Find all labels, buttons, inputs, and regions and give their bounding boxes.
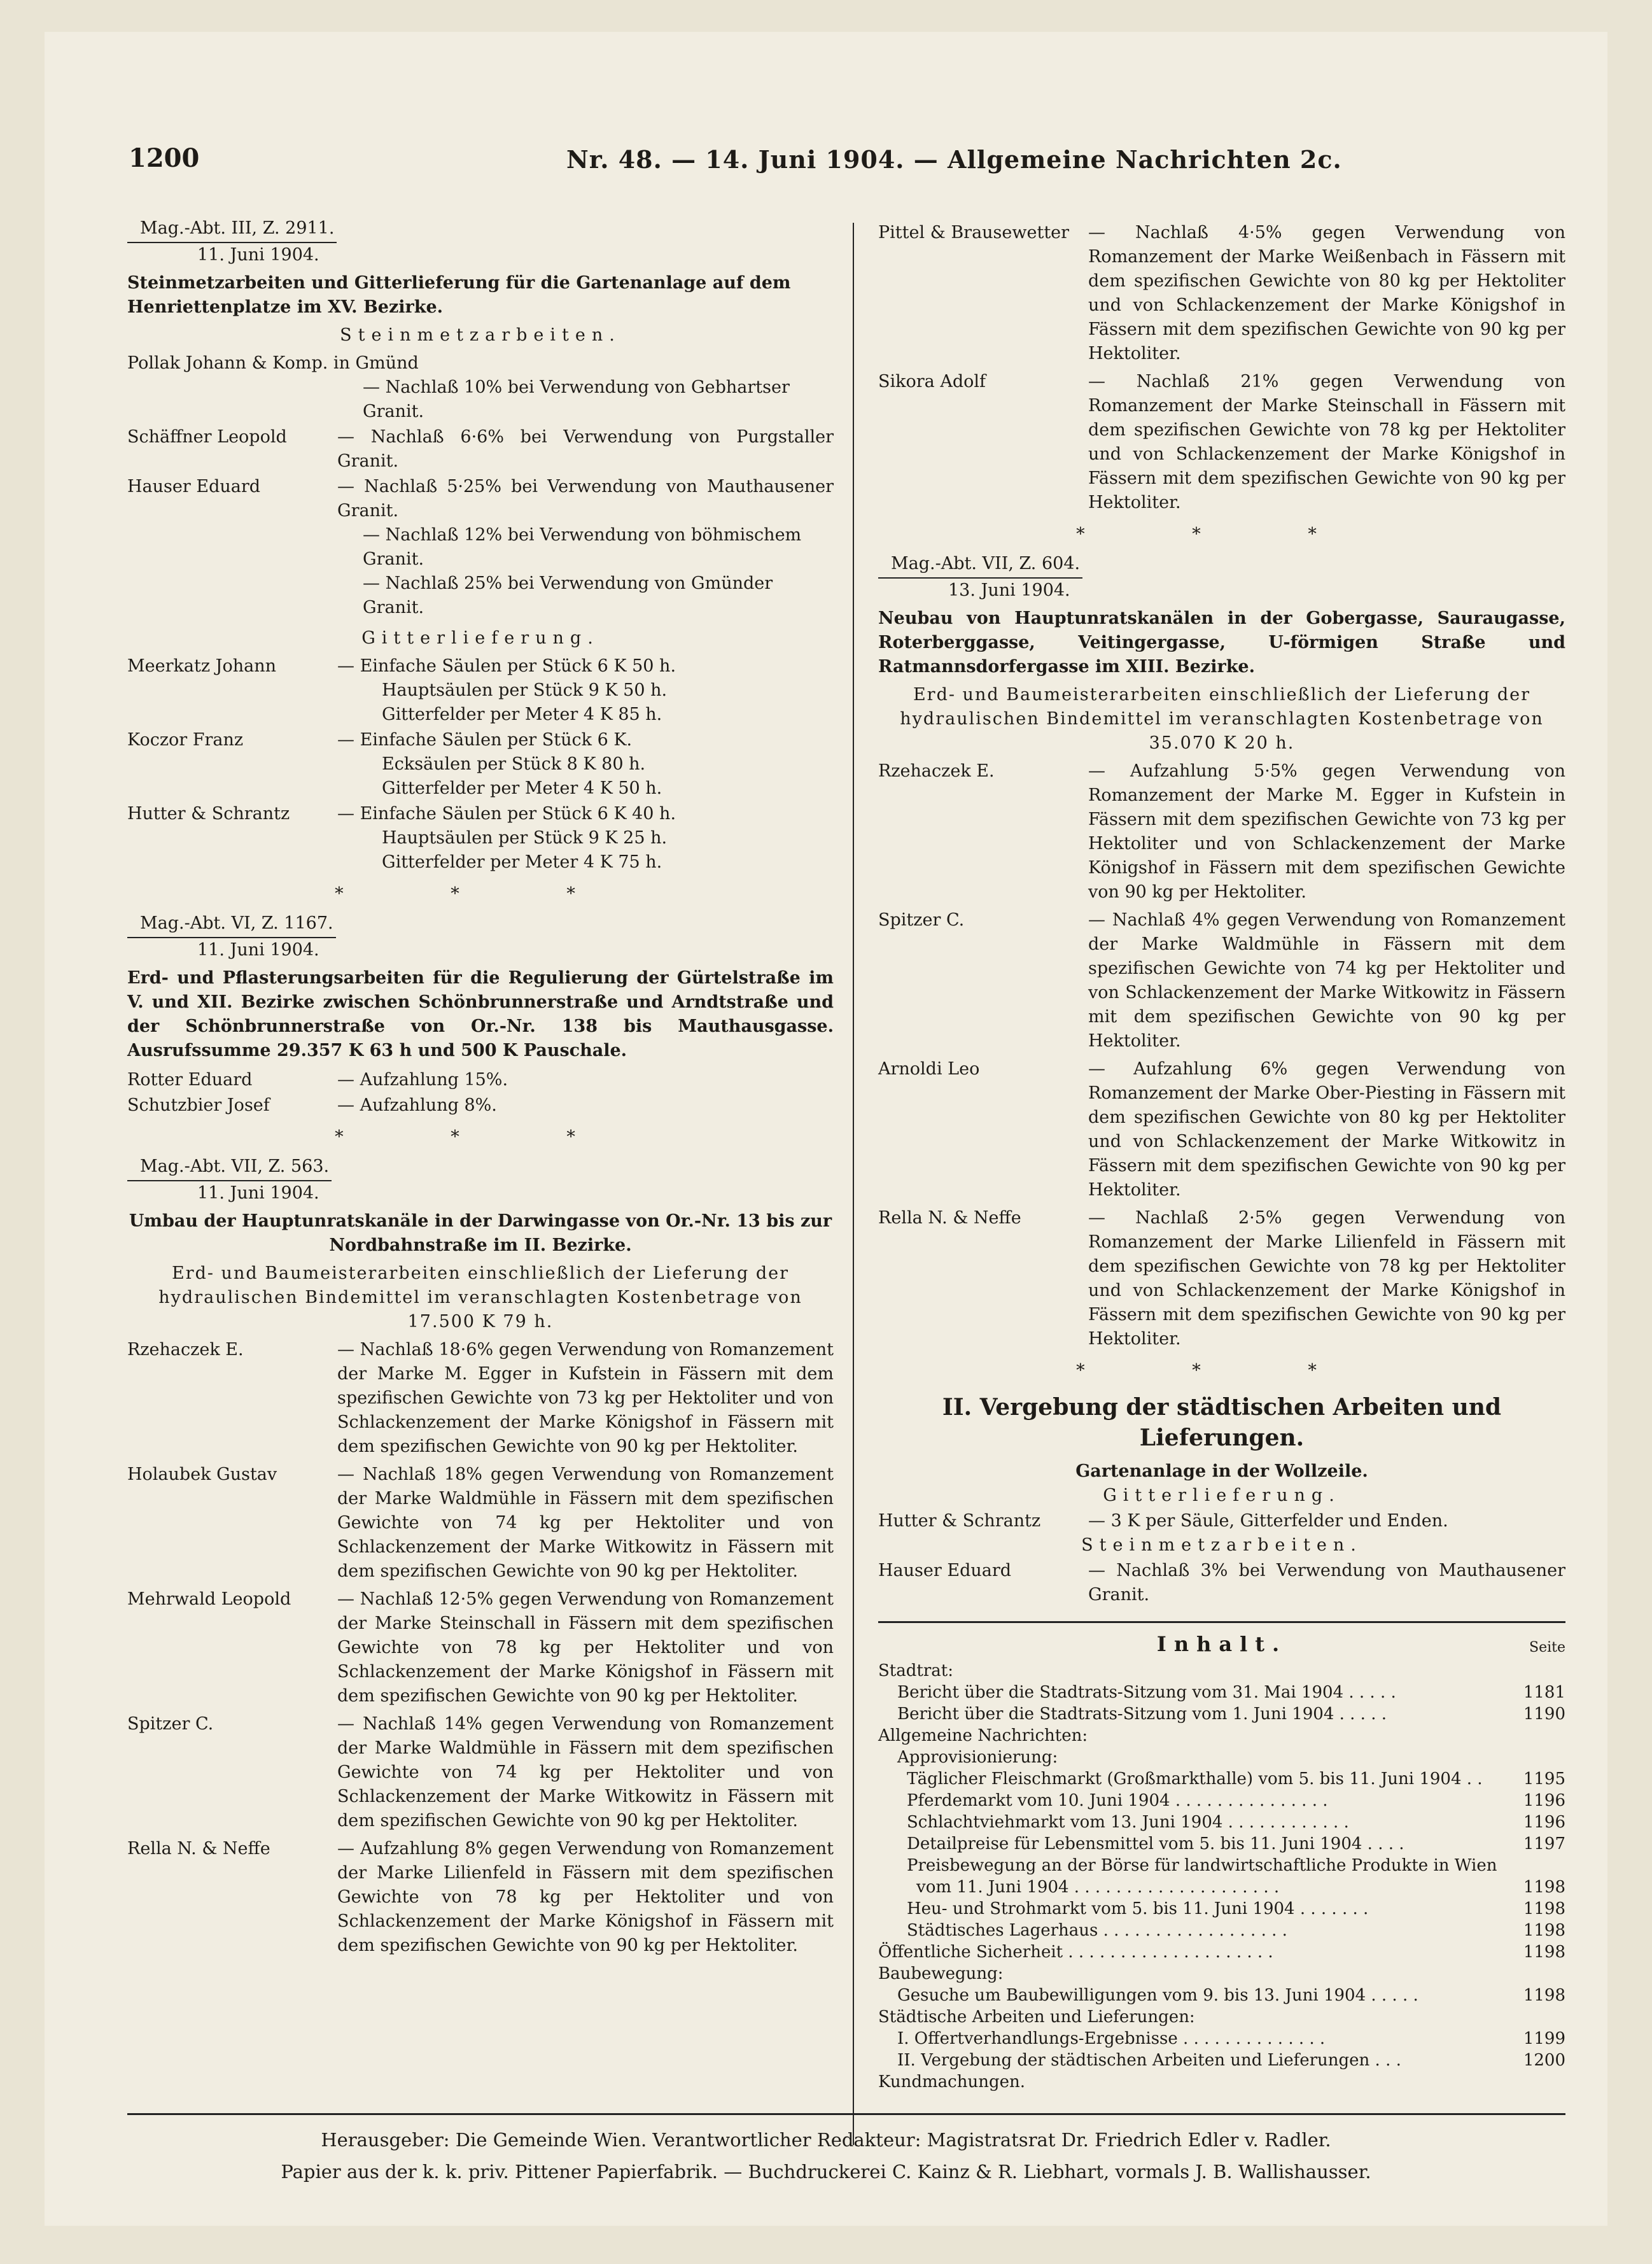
section-title: Neubau von Hauptunratskanälen in der Gobergasse, Sauraugasse, Roterberggasse, Veitingergasse, U-förmigen Straße und Ratmannsdorfergasse im XIII. Bezirke. — [878, 608, 1565, 677]
section-ma6-1167 — [127, 911, 834, 1150]
bid-text: Gitterfelder per Meter 4 K 50 h. — [382, 778, 662, 798]
bidder-name: Rella N. & Neffe — [878, 1208, 1021, 1228]
toc-entry-label: Bericht über die Stadtrats-Sitzung vom 1. Juni 1904 . . . . . — [897, 1705, 1387, 1724]
bidder-name: Spitzer C. — [878, 910, 965, 930]
toc-entry-label: Städtische Arbeiten und Lieferungen: — [878, 2007, 1195, 2027]
toc-entry-page: 1190 — [1523, 1705, 1565, 1724]
bid-entry — [127, 1837, 834, 1958]
subsection-heading: Erd- und Baumeisterarbeiten einschließlich der Lieferung der hydraulischen Bindemittel im veranschlagten Kostenbetrage von 35.070 K 20 h. — [900, 685, 1544, 753]
bid-entry — [878, 908, 1565, 1053]
bid-text: — 3 K per Säule, Gitterfelder und Enden. — [1088, 1511, 1448, 1531]
right-column — [878, 220, 1565, 2093]
bid-text: — Nachlaß 10% bei Verwendung von Gebhartser Granit. — [363, 377, 790, 421]
toc-page-label: Seite — [1529, 1640, 1565, 1656]
toc-divider — [878, 1621, 1565, 1623]
bidder-name: Mehrwald Leopold — [127, 1589, 291, 1609]
bid-text: — Einfache Säulen per Stück 6 K 50 h. — [337, 656, 676, 676]
toc-entry-page: 1198 — [1523, 1899, 1565, 1918]
section-heading: II. Vergebung der städtischen Arbeiten und Lieferungen. — [942, 1394, 1502, 1451]
bid-entry — [878, 1057, 1565, 1202]
toc-entry-label: Täglicher Fleischmarkt (Großmarkthalle) vom 5. bis 11. Juni 1904 . . — [907, 1769, 1483, 1789]
bid-text: — Nachlaß 12·5% gegen Verwendung von Romanzement der Marke Steinschall in Fässern mit dem spezifischen Gewichte von 78 kg per Hektoliter und von Schlackenzement der Marke Königshof in Fässern mit dem spezifischen Gewichte von 90 kg per Hektoliter. — [337, 1589, 834, 1706]
bid-text: — Nachlaß 14% gegen Verwendung von Romanzement der Marke Waldmühle in Fässern mit dem spezifischen Gewichte von 74 kg per Hektoliter und von Schlackenzement der Marke Witkowitz in Fässern mit dem spezifischen Gewichte von 90 kg per Hektoliter. — [337, 1714, 834, 1831]
section-date: 11. Juni 1904. — [197, 245, 319, 265]
toc-row — [878, 1941, 1565, 1963]
toc-entry-label: Öffentliche Sicherheit . . . . . . . . . . . . . . . . . . . . — [878, 1943, 1273, 1962]
section-separator-asterisks: * * * — [335, 884, 626, 904]
toc-row — [878, 1682, 1565, 1703]
toc-row — [878, 1703, 1565, 1725]
toc-entry-label: Schlachtviehmarkt vom 13. Juni 1904 . . . . . . . . . . . . — [907, 1813, 1349, 1832]
bid-entry — [878, 1206, 1565, 1351]
section-title: Erd- und Pflasterungsarbeiten für die Regulierung der Gürtelstraße im V. und XII. Bezirke zwischen Schönbrunnerstraße und Arndtstraße und der Schönbrunnerstraße von Or.-Nr. 138 bis Mauthausgasse. Ausrufssumme 29.357 K 63 h und 500 K Pauschale. — [127, 968, 834, 1060]
toc-entry-label: Stadtrat: — [878, 1661, 953, 1680]
toc-row — [878, 1985, 1565, 2006]
subsection-heading: Steinmetzarbeiten. — [1081, 1535, 1362, 1555]
toc-entry-page: 1198 — [1523, 1878, 1565, 1897]
section-date: 13. Juni 1904. — [948, 580, 1070, 600]
bid-entry — [127, 802, 834, 826]
toc-entry-label: II. Vergebung der städtischen Arbeiten und Lieferungen . . . — [897, 2051, 1401, 2070]
table-of-contents — [878, 1632, 1565, 2093]
subsection-heading: Steinmetzarbeiten. — [340, 325, 621, 345]
toc-entry-label: Gesuche um Baubewilligungen vom 9. bis 13. Juni 1904 . . . . . — [897, 1986, 1418, 2005]
toc-entry-page: 1195 — [1523, 1769, 1565, 1789]
toc-entry-label: Städtisches Lagerhaus . . . . . . . . . . . . . . . . . . — [907, 1921, 1287, 1940]
department-reference: Mag.-Abt. VII, Z. 604. — [878, 552, 1082, 579]
bid-text: — Aufzahlung 15%. — [337, 1070, 508, 1090]
toc-entry-label: I. Offertverhandlungs-Ergebnisse . . . . . . . . . . . . . . — [897, 2029, 1326, 2048]
bid-entry — [127, 1068, 834, 1092]
bidder-name: Hauser Eduard — [878, 1561, 1012, 1580]
toc-entry-label: Kundmachungen. — [878, 2072, 1025, 2092]
department-reference: Mag.-Abt. VII, Z. 563. — [127, 1155, 332, 1181]
bid-text: Hauptsäulen per Stück 9 K 50 h. — [382, 680, 668, 700]
bid-text: — Nachlaß 2·5% gegen Verwendung von Romanzement der Marke Lilienfeld in Fässern mit dem spezifischen Gewichte von 78 kg per Hektoliter und von Schlackenzement der Marke Königshof in Fässern mit dem spezifischen Gewichte von 90 kg per Hektoliter. — [1088, 1208, 1565, 1349]
toc-entry-label: Approvisionierung: — [897, 1748, 1058, 1767]
bidder-name: Pollak Johann & Komp. in Gmünd — [127, 353, 419, 373]
bidder-name: Schutzbier Josef — [127, 1095, 270, 1115]
bidder-name: Schäffner Leopold — [127, 427, 287, 447]
toc-row — [878, 1898, 1565, 1920]
bidder-name: Hutter & Schrantz — [127, 804, 290, 824]
bidder-name: Sikora Adolf — [878, 372, 986, 391]
subsection-heading: Erd- und Baumeisterarbeiten einschließlich der Lieferung der hydraulischen Bindemittel im veranschlagten Kostenbetrage von 17.500 K 79 h. — [158, 1263, 802, 1332]
bid-text: — Aufzahlung 8%. — [337, 1095, 497, 1115]
toc-entry-label: Allgemeine Nachrichten: — [878, 1726, 1088, 1745]
toc-row — [878, 2028, 1565, 2050]
subsection-heading: Gitterlieferung. — [361, 628, 599, 648]
bidder-name: Meerkatz Johann — [127, 656, 276, 676]
bidder-name: Arnoldi Leo — [878, 1059, 980, 1079]
column-divider — [853, 223, 854, 2145]
toc-entry-label: Preisbewegung an der Börse für landwirtschaftliche Produkte in Wien — [907, 1856, 1497, 1875]
toc-row — [878, 1768, 1565, 1790]
toc-entry-page: 1198 — [1523, 1943, 1565, 1962]
footer-publisher-line: Herausgeber: Die Gemeinde Wien. Verantwortlicher Redakteur: Magistratsrat Dr. Friedrich Edler v. Radler. — [321, 2129, 1331, 2151]
bid-text: — Nachlaß 4% gegen Verwendung von Romanzement der Marke Waldmühle in Fässern mit dem spezifischen Gewichte von 74 kg per Hektoliter und von Schlackenzement der Marke Witkowitz in Fässern mit dem spezifischen Gewichte von 90 kg per Hektoliter. — [1088, 910, 1565, 1051]
toc-entry-page: 1196 — [1523, 1791, 1565, 1810]
bid-text: — Aufzahlung 5·5% gegen Verwendung von Romanzement der Marke M. Egger in Kufstein in Fässern mit dem spezifischen Gewichte von 73 kg per Hektoliter und von Schlackenzement der Marke Königshof in Fässern mit dem spezifischen Gewichte von 90 kg per Hektoliter. — [1088, 761, 1565, 902]
bidder-name: Rzehaczek E. — [878, 761, 995, 781]
bid-entry — [127, 1338, 834, 1459]
toc-row — [878, 2071, 1565, 2093]
section-ma3-2911 — [127, 216, 834, 906]
footer-rule — [127, 2113, 1565, 2115]
toc-row — [878, 1725, 1565, 1747]
department-reference: Mag.-Abt. III, Z. 2911. — [127, 216, 337, 243]
bid-text: — Nachlaß 5·25% bei Verwendung von Mauthausener Granit. — [337, 477, 834, 521]
bid-text: — Einfache Säulen per Stück 6 K. — [337, 730, 633, 750]
bid-text: — Nachlaß 4·5% gegen Verwendung von Romanzement der Marke Weißenbach in Fässern mit dem spezifischen Gewichte von 80 kg per Hektoliter und von Schlackenzement der Marke Königshof in Fässern mit dem spezifischen Gewichte von 90 kg per Hektoliter. — [1088, 223, 1565, 363]
bidder-name: Hauser Eduard — [127, 477, 261, 496]
bidder-name: Rotter Eduard — [127, 1070, 253, 1090]
bidder-name: Spitzer C. — [127, 1714, 214, 1734]
section-vergebung — [878, 1392, 1565, 1607]
toc-entry-page: 1199 — [1523, 2029, 1565, 2048]
left-column — [127, 216, 834, 1958]
toc-entry-label: vom 11. Juni 1904 . . . . . . . . . . . . . . . . . . . . — [916, 1878, 1280, 1897]
toc-entry-label: Pferdemarkt vom 10. Juni 1904 . . . . . . . . . . . . . . . — [907, 1791, 1328, 1810]
toc-entry-page: 1198 — [1523, 1986, 1565, 2005]
bid-entry — [127, 1093, 834, 1118]
toc-row — [878, 1920, 1565, 1941]
toc-entry-label: Bericht über die Stadtrats-Sitzung vom 31. Mai 1904 . . . . . — [897, 1683, 1396, 1702]
toc-entry-page: 1197 — [1523, 1834, 1565, 1853]
bid-text: — Aufzahlung 8% gegen Verwendung von Romanzement der Marke Lilienfeld in Fässern mit dem spezifischen Gewichte von 78 kg per Hektoliter und von Schlackenzement der Marke Königshof in Fässern mit dem spezifischen Gewichte von 90 kg per Hektoliter. — [337, 1839, 834, 1955]
toc-entry-page: 1196 — [1523, 1813, 1565, 1832]
bidder-name: Hutter & Schrantz — [878, 1511, 1041, 1531]
bid-entry — [127, 425, 834, 474]
toc-entry-page: 1181 — [1523, 1683, 1565, 1702]
bid-text: — Einfache Säulen per Stück 6 K 40 h. — [337, 804, 676, 824]
bid-text: — Nachlaß 12% bei Verwendung von böhmischem Granit. — [363, 525, 802, 569]
bid-text: Gitterfelder per Meter 4 K 85 h. — [382, 705, 662, 724]
bid-text: — Nachlaß 21% gegen Verwendung von Romanzement der Marke Steinschall in Fässern mit dem spezifischen Gewichte von 78 kg per Hektoliter und von Schlackenzement der Marke Königshof in Fässern mit dem spezifischen Gewichte von 90 kg per Hektoliter. — [1088, 372, 1565, 512]
bidder-name: Koczor Franz — [127, 730, 244, 750]
newspaper-page — [45, 32, 1607, 2226]
section-title: Umbau der Hauptunratskanäle in der Darwingasse von Or.-Nr. 13 bis zur Nordbahnstraße im II. Bezirke. — [129, 1211, 832, 1255]
bid-text: — Nachlaß 6·6% bei Verwendung von Purgstaller Granit. — [337, 427, 834, 471]
toc-entry-label: Baubewegung: — [878, 1964, 1004, 1983]
bid-text: — Nachlaß 25% bei Verwendung von Gmünder Granit. — [363, 573, 773, 617]
bid-entry — [127, 654, 834, 678]
department-reference: Mag.-Abt. VI, Z. 1167. — [127, 911, 336, 938]
bid-entry — [127, 1712, 834, 1833]
footer-printer-line: Papier aus der k. k. priv. Pittener Papierfabrik. — Buchdruckerei C. Kainz & R. Liebhart, vormals J. B. Wallishausser. — [281, 2161, 1371, 2183]
bid-entry — [127, 728, 834, 752]
section-date: 11. Juni 1904. — [197, 940, 319, 960]
bid-entry — [878, 759, 1565, 904]
bidder-name: Pittel & Brausewetter — [878, 223, 1070, 243]
section-separator-asterisks: * * * — [1076, 524, 1368, 544]
toc-title: Inhalt. — [1156, 1632, 1287, 1656]
section-ma7-604 — [878, 552, 1565, 1383]
bid-entry — [878, 370, 1565, 515]
page-header-title: Nr. 48. — 14. Juni 1904. — Allgemeine Nachrichten 2c. — [566, 145, 1342, 174]
bid-entry — [878, 1509, 1565, 1533]
subsection-heading: Gartenanlage in der Wollzeile. — [1075, 1461, 1368, 1481]
bid-text: — Nachlaß 18% gegen Verwendung von Romanzement der Marke Waldmühle in Fässern mit dem spezifischen Gewichte von 74 kg per Hektoliter und von Schlackenzement der Marke Witkowitz in Fässern mit dem spezifischen Gewichte von 90 kg per Hektoliter. — [337, 1465, 834, 1581]
bid-entry — [127, 475, 834, 523]
section-date: 11. Juni 1904. — [197, 1183, 319, 1203]
bid-text: — Nachlaß 3% bei Verwendung von Mauthausener Granit. — [1088, 1561, 1565, 1605]
toc-row — [878, 1876, 1565, 1898]
bid-entry — [878, 1559, 1565, 1607]
bid-entry — [127, 1587, 834, 1708]
toc-entry-label: Heu- und Strohmarkt vom 5. bis 11. Juni 1904 . . . . . . . — [907, 1899, 1369, 1918]
subsection-heading: Gitterlieferung. — [1103, 1486, 1341, 1505]
toc-row — [878, 1747, 1565, 1768]
toc-row — [878, 1790, 1565, 1811]
bid-text: Gitterfelder per Meter 4 K 75 h. — [382, 852, 662, 872]
section-ma7-563 — [127, 1155, 834, 1958]
bidder-name: Holaubek Gustav — [127, 1465, 277, 1484]
bid-entry — [878, 221, 1565, 366]
toc-row — [878, 1660, 1565, 1682]
toc-entry-page: 1198 — [1523, 1921, 1565, 1940]
toc-entry-page: 1200 — [1523, 2051, 1565, 2070]
toc-row — [878, 2006, 1565, 2028]
bid-text: Hauptsäulen per Stück 9 K 25 h. — [382, 828, 668, 848]
toc-list — [878, 1660, 1565, 2093]
bid-text: Ecksäulen per Stück 8 K 80 h. — [382, 754, 646, 774]
toc-entry-label: Detailpreise für Lebensmittel vom 5. bis 11. Juni 1904 . . . . — [907, 1834, 1404, 1853]
section-separator-asterisks: * * * — [335, 1127, 626, 1147]
bidder-name: Rzehaczek E. — [127, 1340, 244, 1360]
page-number: 1200 — [129, 143, 200, 173]
section-separator-asterisks: * * * — [1076, 1361, 1368, 1381]
bidder-name: Rella N. & Neffe — [127, 1839, 270, 1859]
bid-entry — [127, 1463, 834, 1584]
section-title: Steinmetzarbeiten und Gitterlieferung für die Gartenanlage auf dem Henriettenplatze im XV. Bezirke. — [127, 273, 791, 317]
toc-row — [878, 1833, 1565, 1855]
toc-row — [878, 1811, 1565, 1833]
bid-text: — Nachlaß 18·6% gegen Verwendung von Romanzement der Marke M. Egger in Kufstein in Fässern mit dem spezifischen Gewichte von 73 kg per Hektoliter und von Schlackenzement der Marke Königshof in Fässern mit dem spezifischen Gewichte von 90 kg per Hektoliter. — [337, 1340, 834, 1456]
toc-row — [878, 1855, 1565, 1876]
toc-row — [878, 2050, 1565, 2071]
bid-text: — Aufzahlung 6% gegen Verwendung von Romanzement der Marke Ober-Piesting in Fässern mit dem spezifischen Gewichte von 80 kg per Hektoliter und von Schlackenzement der Marke Witkowitz in Fässern mit dem spezifischen Gewichte von 90 kg per Hektoliter. — [1088, 1059, 1565, 1200]
toc-row — [878, 1963, 1565, 1985]
